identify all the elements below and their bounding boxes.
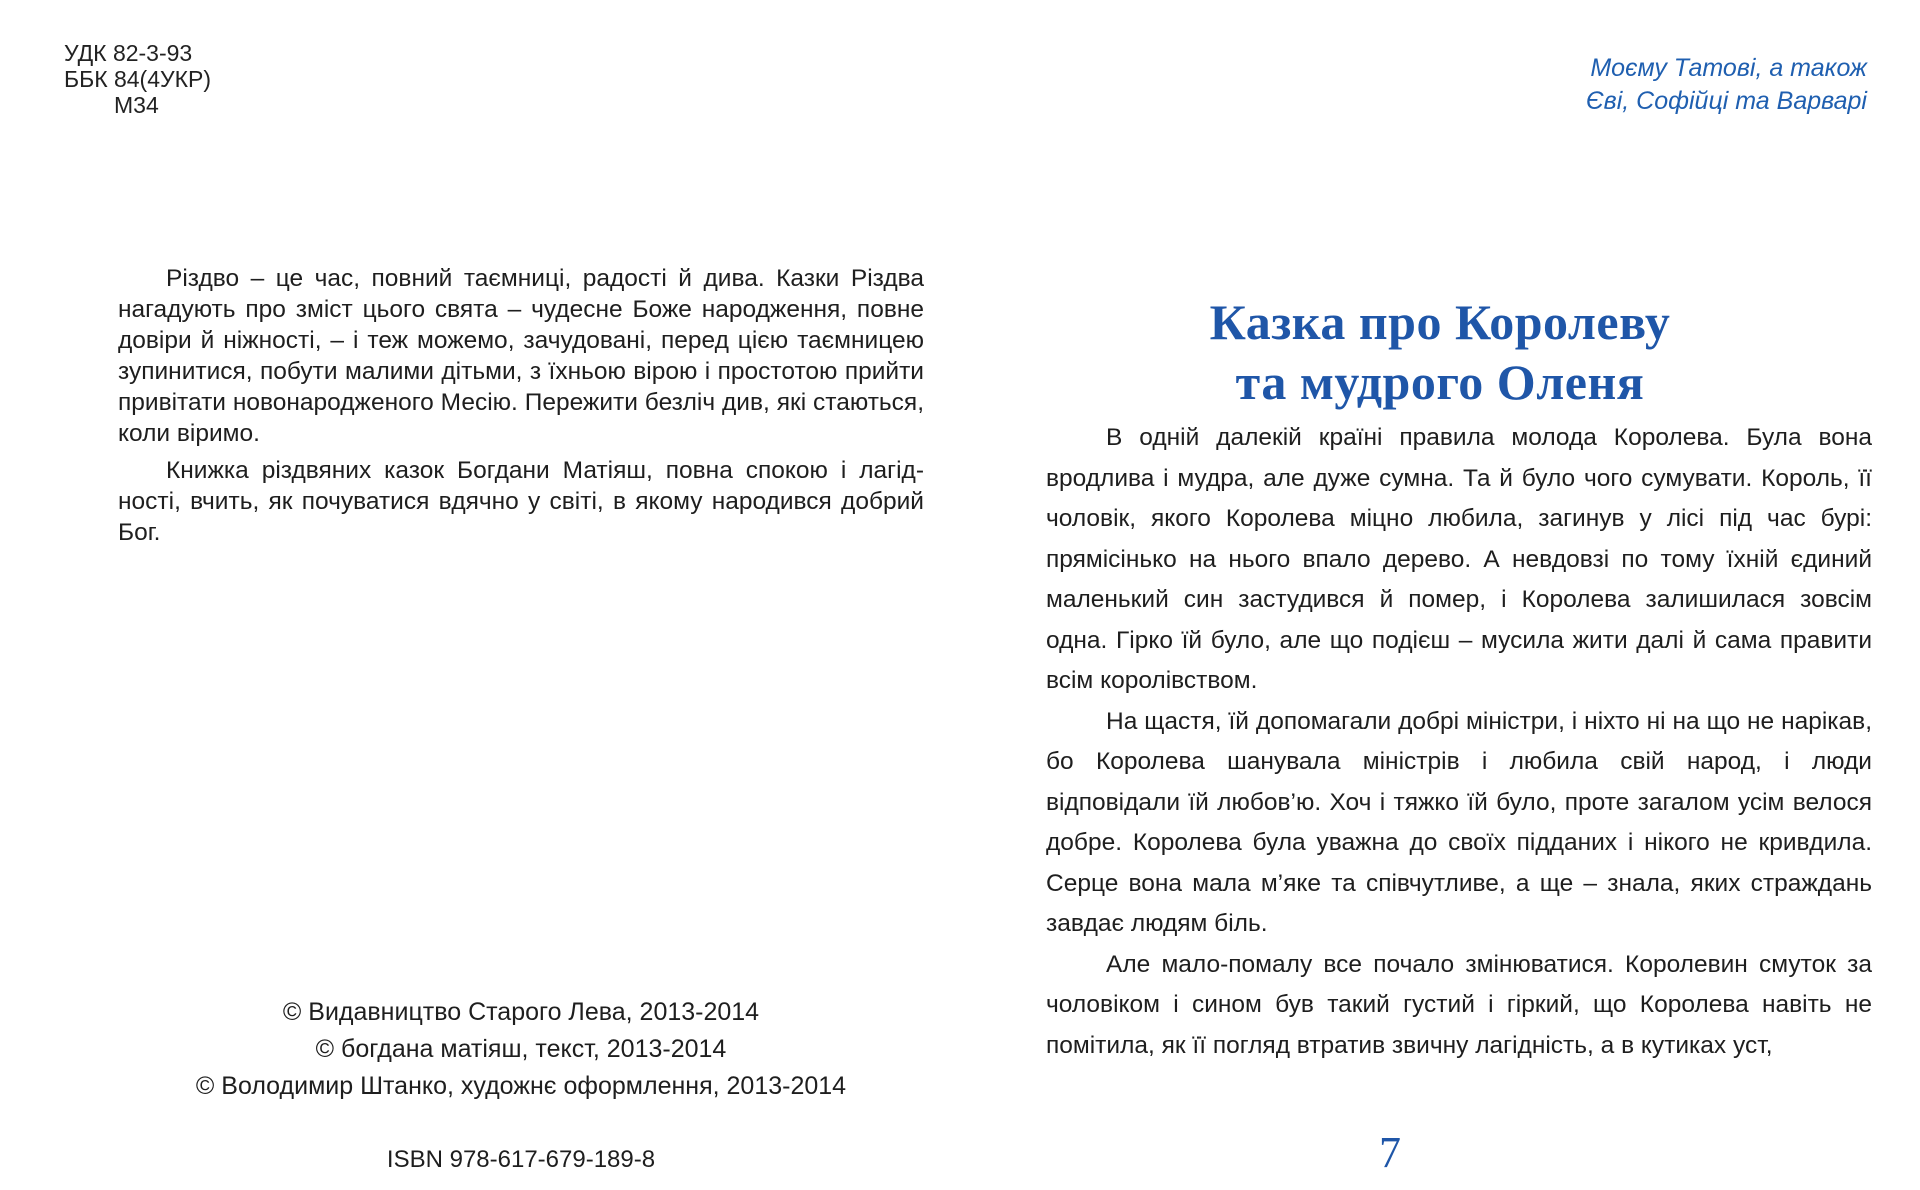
copyright-block xyxy=(118,994,924,1105)
copyright-publisher: © Видавництво Старого Лева, 2013-2014 xyxy=(282,998,760,1026)
page-number: 7 xyxy=(1379,1128,1401,1177)
story-paragraph: Але мало-помалу все почало змінюватися. Королевин смуток за чоловіком і сином був такий густий і гіркий, що Королева навіть не помітила, як її погляд втратив звичну лагідність, а в кутиках уст, xyxy=(1046,950,1872,1059)
udk-code: УДК 82-3-93 xyxy=(64,40,193,66)
isbn: ISBN 978-617-679-189-8 xyxy=(386,1146,656,1173)
dedication-line: Моєму Татові, а також xyxy=(1590,54,1867,82)
right-page xyxy=(960,0,1920,1190)
foreword-paragraph: Різдво – це час, повний таємниці, радості й дива. Казки Різдва нагадують про зміст цього свята – чудесне Боже народження, повне довіри й ніжності, – і теж можемо, зачудовані, перед цією таємницею зупинитися, побути малими дітьми, з їхньою вірою і простотою прийти привітати новонародженого Месію. Пережити безліч див, які стаються, коли віримо. xyxy=(118,265,924,447)
classification-codes xyxy=(64,40,211,118)
story-title-line: Казка про Королеву xyxy=(1209,293,1671,350)
story-paragraph: В одній далекій країні правила молода Королева. Була вона вродлива і мудра, але дуже сумна. Та й було чого сумувати. Король, її чоловік, якого Королева міцно любила, загинув у лісі під час бурі: прямісінько на нього впало дерево. А невдовзі по тому їхній єдиний маленький син застудився й помер, і Королева залишилася зовсім одна. Гірко їй було, але що подієш – мусила жити далі й сама правити всім королівством. xyxy=(1046,424,1872,694)
copyright-design: © Володимир Штанко, художнє оформлення, 2013-2014 xyxy=(195,1072,847,1100)
story-body xyxy=(1046,418,1872,1066)
bbk-code: ББК 84(4УКР) xyxy=(64,66,212,92)
story-title xyxy=(1020,292,1860,412)
story-paragraph: На щастя, їй допомагали добрі міністри, і ніхто ні на що не нарікав, бо Королева шанувала міністрів і любила свій народ, і люди відповідали їй любов’ю. Хоч і тяжко їй було, проте загалом усім велося добре. Королева була уважна до своїх підданих і нікого не кривдила. Серце вона мала м’яке та співчутливе, а ще – знала, яких страждань завдає людям біль. xyxy=(1046,707,1872,937)
author-mark: М34 xyxy=(114,92,159,118)
dedication xyxy=(1586,52,1867,118)
dedication-line: Єві, Софійці та Варварі xyxy=(1585,87,1867,115)
story-title-line: та мудрого Оленя xyxy=(1235,353,1645,410)
copyright-text: © богдана матіяш, текст, 2013-2014 xyxy=(315,1035,727,1063)
foreword xyxy=(118,263,924,554)
foreword-paragraph: Книжка різдвяних казок Богдани Матіяш, повна спокою і лагідності, вчить, як почуватися вдячно у світі, в якому народився добрий Бог. xyxy=(118,457,924,546)
